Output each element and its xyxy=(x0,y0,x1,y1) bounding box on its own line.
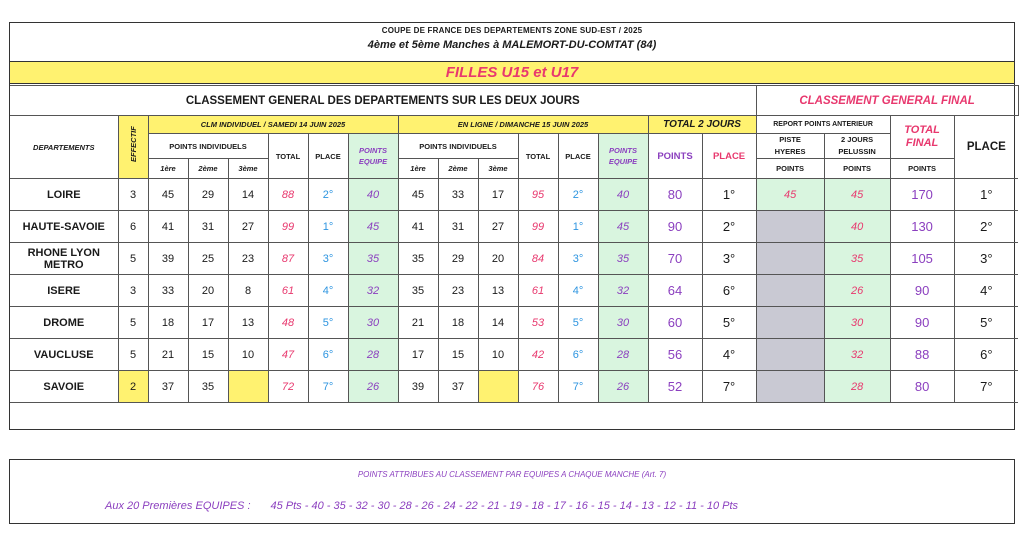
final-points-header: POINTS xyxy=(890,159,954,179)
total-place-cell: 6° xyxy=(702,275,756,307)
effectif-cell: 5 xyxy=(118,339,148,371)
d1-place-cell: 5° xyxy=(308,307,348,339)
d1-total-cell: 87 xyxy=(268,243,308,275)
d1-place-cell: 3° xyxy=(308,243,348,275)
d2-place-cell: 2° xyxy=(558,179,598,211)
d1-second-cell: 20 xyxy=(188,275,228,307)
piste-cell xyxy=(756,243,824,275)
d1-total-cell: 88 xyxy=(268,179,308,211)
dep-cell: DROME xyxy=(10,307,118,339)
d2-place-cell: 1° xyxy=(558,211,598,243)
section-title: CLASSEMENT GENERAL DES DEPARTEMENTS SUR LES DEUX JOURS xyxy=(10,86,756,116)
d2-place-cell: 5° xyxy=(558,307,598,339)
d2-equipe-cell: 30 xyxy=(598,307,648,339)
d2-third-cell: 27 xyxy=(478,211,518,243)
d1-place-cell: 6° xyxy=(308,339,348,371)
pelussin-cell: 26 xyxy=(824,275,890,307)
d1-first-cell: 39 xyxy=(148,243,188,275)
d1-total-header: TOTAL xyxy=(268,134,308,179)
d2-second-cell: 29 xyxy=(438,243,478,275)
d1-first-header: 1ère xyxy=(148,159,188,179)
final-place-cell: 6° xyxy=(954,339,1018,371)
d1-equipe-cell: 40 xyxy=(348,179,398,211)
d2-second-cell: 23 xyxy=(438,275,478,307)
final-place-cell: 7° xyxy=(954,371,1018,403)
pelussin-points-header: POINTS xyxy=(824,159,890,179)
total-points-cell: 90 xyxy=(648,211,702,243)
d1-equipe-cell: 26 xyxy=(348,371,398,403)
d1-equipe-cell: 28 xyxy=(348,339,398,371)
final-title: CLASSEMENT GENERAL FINAL xyxy=(756,86,1018,116)
organizer-title: COUPE DE FRANCE DES DEPARTEMENTS ZONE SUD-EST / 2025 xyxy=(381,26,643,35)
effectif-cell: 6 xyxy=(118,211,148,243)
d2-second-cell: 18 xyxy=(438,307,478,339)
d2-second-header: 2ème xyxy=(438,159,478,179)
d2-equipe-header: POINTS EQUIPE xyxy=(598,134,648,179)
footer-scale: 45 Pts - 40 - 35 - 32 - 30 - 28 - 26 - 24 - 22 - 21 - 19 - 18 - 17 - 16 - 15 - 14 - 13 - 12 - 11 - 10 Pts xyxy=(270,500,739,512)
dep-cell: RHONE LYON METRO xyxy=(10,243,118,275)
d1-first-cell: 45 xyxy=(148,179,188,211)
d2-equipe-cell: 28 xyxy=(598,339,648,371)
pelussin-cell: 45 xyxy=(824,179,890,211)
final-points-cell: 130 xyxy=(890,211,954,243)
dep-cell: VAUCLUSE xyxy=(10,339,118,371)
total-final-header: TOTAL FINAL xyxy=(890,116,954,159)
piste-cell: 45 xyxy=(756,179,824,211)
d2-first-cell: 41 xyxy=(398,211,438,243)
d2-third-cell: 17 xyxy=(478,179,518,211)
d2-first-cell: 35 xyxy=(398,275,438,307)
d2-first-cell: 17 xyxy=(398,339,438,371)
effectif-cell: 2 xyxy=(118,371,148,403)
d1-third-cell xyxy=(228,371,268,403)
total-points-cell: 70 xyxy=(648,243,702,275)
d2-place-header: PLACE xyxy=(558,134,598,179)
d2-total-cell: 76 xyxy=(518,371,558,403)
d2-total-header: TOTAL xyxy=(518,134,558,179)
total2-title: TOTAL 2 JOURS xyxy=(648,116,756,134)
final-place-cell: 2° xyxy=(954,211,1018,243)
pelussin-cell: 40 xyxy=(824,211,890,243)
d2-first-cell: 39 xyxy=(398,371,438,403)
d2-equipe-cell: 35 xyxy=(598,243,648,275)
d1-second-cell: 29 xyxy=(188,179,228,211)
d2-second-cell: 15 xyxy=(438,339,478,371)
d1-total-cell: 48 xyxy=(268,307,308,339)
d1-third-cell: 23 xyxy=(228,243,268,275)
d1-third-cell: 13 xyxy=(228,307,268,339)
final-place-cell: 1° xyxy=(954,179,1018,211)
piste-cell xyxy=(756,275,824,307)
footer-frame xyxy=(9,459,1015,524)
table-row xyxy=(10,211,1018,243)
footer-label: Aux 20 Premières EQUIPES : xyxy=(105,500,251,512)
d1-first-cell: 18 xyxy=(148,307,188,339)
final-points-cell: 88 xyxy=(890,339,954,371)
pelussin-header: 2 JOURS PELUSSIN xyxy=(824,134,890,159)
d1-equipe-cell: 45 xyxy=(348,211,398,243)
effectif-header xyxy=(118,116,148,179)
pelussin-cell: 30 xyxy=(824,307,890,339)
d2-third-header: 3ème xyxy=(478,159,518,179)
d1-first-cell: 37 xyxy=(148,371,188,403)
final-place-cell: 4° xyxy=(954,275,1018,307)
d1-place-cell: 2° xyxy=(308,179,348,211)
total-points-cell: 52 xyxy=(648,371,702,403)
d1-equipe-cell: 30 xyxy=(348,307,398,339)
d1-third-header: 3ème xyxy=(228,159,268,179)
standings-table xyxy=(10,85,1019,403)
total-points-cell: 56 xyxy=(648,339,702,371)
footer-scale-line xyxy=(105,500,738,512)
dep-cell: HAUTE-SAVOIE xyxy=(10,211,118,243)
table-row xyxy=(10,371,1018,403)
d1-points-individuels: POINTS INDIVIDUELS xyxy=(148,134,268,159)
d2-first-header: 1ère xyxy=(398,159,438,179)
d2-equipe-cell: 26 xyxy=(598,371,648,403)
d1-second-cell: 25 xyxy=(188,243,228,275)
d2-third-cell: 20 xyxy=(478,243,518,275)
departements-header: DEPARTEMENTS xyxy=(10,116,118,179)
table-row xyxy=(10,307,1018,339)
d1-second-header: 2ème xyxy=(188,159,228,179)
d1-second-cell: 17 xyxy=(188,307,228,339)
d1-first-cell: 21 xyxy=(148,339,188,371)
category-band xyxy=(10,61,1014,84)
piste-cell xyxy=(756,371,824,403)
standings-body xyxy=(10,179,1018,403)
d2-equipe-cell: 40 xyxy=(598,179,648,211)
total-place-cell: 4° xyxy=(702,339,756,371)
d2-total-cell: 95 xyxy=(518,179,558,211)
d1-second-cell: 15 xyxy=(188,339,228,371)
d2-total-cell: 42 xyxy=(518,339,558,371)
table-row xyxy=(10,179,1018,211)
piste-header: PISTE HYERES xyxy=(756,134,824,159)
table-row xyxy=(10,275,1018,307)
report-title: REPORT POINTS ANTERIEUR xyxy=(756,116,890,134)
d1-second-cell: 31 xyxy=(188,211,228,243)
effectif-label: EFFECTIF xyxy=(128,125,138,162)
category-title: FILLES U15 et U17 xyxy=(445,64,579,81)
d2-first-cell: 21 xyxy=(398,307,438,339)
final-points-cell: 90 xyxy=(890,307,954,339)
effectif-cell: 3 xyxy=(118,179,148,211)
d1-equipe-header: POINTS EQUIPE xyxy=(348,134,398,179)
event-subtitle: 4ème et 5ème Manches à MALEMORT-DU-COMTAT (84) xyxy=(367,39,657,51)
table-row xyxy=(10,243,1018,275)
total-place-cell: 7° xyxy=(702,371,756,403)
table-row xyxy=(10,339,1018,371)
total-place-cell: 2° xyxy=(702,211,756,243)
d2-second-cell: 37 xyxy=(438,371,478,403)
d1-first-cell: 41 xyxy=(148,211,188,243)
d1-equipe-cell: 32 xyxy=(348,275,398,307)
d1-total-cell: 61 xyxy=(268,275,308,307)
piste-points-header: POINTS xyxy=(756,159,824,179)
d2-place-cell: 7° xyxy=(558,371,598,403)
final-points-cell: 80 xyxy=(890,371,954,403)
piste-cell xyxy=(756,339,824,371)
dep-cell: SAVOIE xyxy=(10,371,118,403)
d2-third-cell: 13 xyxy=(478,275,518,307)
d2-place-cell: 4° xyxy=(558,275,598,307)
d2-third-cell: 14 xyxy=(478,307,518,339)
dep-cell: LOIRE xyxy=(10,179,118,211)
final-points-cell: 170 xyxy=(890,179,954,211)
effectif-cell: 5 xyxy=(118,307,148,339)
final-points-cell: 105 xyxy=(890,243,954,275)
d2-total-cell: 99 xyxy=(518,211,558,243)
total-points-cell: 64 xyxy=(648,275,702,307)
total-points-cell: 80 xyxy=(648,179,702,211)
d1-place-header: PLACE xyxy=(308,134,348,179)
d2-total-cell: 84 xyxy=(518,243,558,275)
d2-first-cell: 35 xyxy=(398,243,438,275)
effectif-cell: 5 xyxy=(118,243,148,275)
d1-place-cell: 4° xyxy=(308,275,348,307)
day1-title: CLM INDIVIDUEL / SAMEDI 14 JUIN 2025 xyxy=(148,116,398,134)
place-header: PLACE xyxy=(954,116,1018,179)
d2-equipe-cell: 45 xyxy=(598,211,648,243)
pelussin-cell: 35 xyxy=(824,243,890,275)
d1-place-cell: 1° xyxy=(308,211,348,243)
final-points-cell: 90 xyxy=(890,275,954,307)
d1-second-cell: 35 xyxy=(188,371,228,403)
d2-equipe-cell: 32 xyxy=(598,275,648,307)
d1-total-cell: 47 xyxy=(268,339,308,371)
footer-title: POINTS ATTRIBUES AU CLASSEMENT PAR EQUIPES A CHAQUE MANCHE (Art. 7) xyxy=(357,470,667,479)
total-place-cell: 3° xyxy=(702,243,756,275)
d2-total-cell: 53 xyxy=(518,307,558,339)
d2-third-cell xyxy=(478,371,518,403)
d2-second-cell: 33 xyxy=(438,179,478,211)
d1-third-cell: 14 xyxy=(228,179,268,211)
piste-cell xyxy=(756,211,824,243)
dep-cell: ISERE xyxy=(10,275,118,307)
total-place-cell: 5° xyxy=(702,307,756,339)
d2-total-cell: 61 xyxy=(518,275,558,307)
d1-third-cell: 8 xyxy=(228,275,268,307)
piste-cell xyxy=(756,307,824,339)
d2-first-cell: 45 xyxy=(398,179,438,211)
d1-total-cell: 72 xyxy=(268,371,308,403)
final-place-cell: 3° xyxy=(954,243,1018,275)
total-points-cell: 60 xyxy=(648,307,702,339)
d1-first-cell: 33 xyxy=(148,275,188,307)
total-points-header: POINTS xyxy=(648,134,702,179)
d2-second-cell: 31 xyxy=(438,211,478,243)
d2-points-individuels: POINTS INDIVIDUELS xyxy=(398,134,518,159)
d2-place-cell: 6° xyxy=(558,339,598,371)
pelussin-cell: 32 xyxy=(824,339,890,371)
d1-place-cell: 7° xyxy=(308,371,348,403)
total-place-cell: 1° xyxy=(702,179,756,211)
total-place-header: PLACE xyxy=(702,134,756,179)
d2-place-cell: 3° xyxy=(558,243,598,275)
d2-third-cell: 10 xyxy=(478,339,518,371)
day2-title: EN LIGNE / DIMANCHE 15 JUIN 2025 xyxy=(398,116,648,134)
effectif-cell: 3 xyxy=(118,275,148,307)
final-place-cell: 5° xyxy=(954,307,1018,339)
d1-total-cell: 99 xyxy=(268,211,308,243)
d1-third-cell: 10 xyxy=(228,339,268,371)
d1-equipe-cell: 35 xyxy=(348,243,398,275)
pelussin-cell: 28 xyxy=(824,371,890,403)
d1-third-cell: 27 xyxy=(228,211,268,243)
